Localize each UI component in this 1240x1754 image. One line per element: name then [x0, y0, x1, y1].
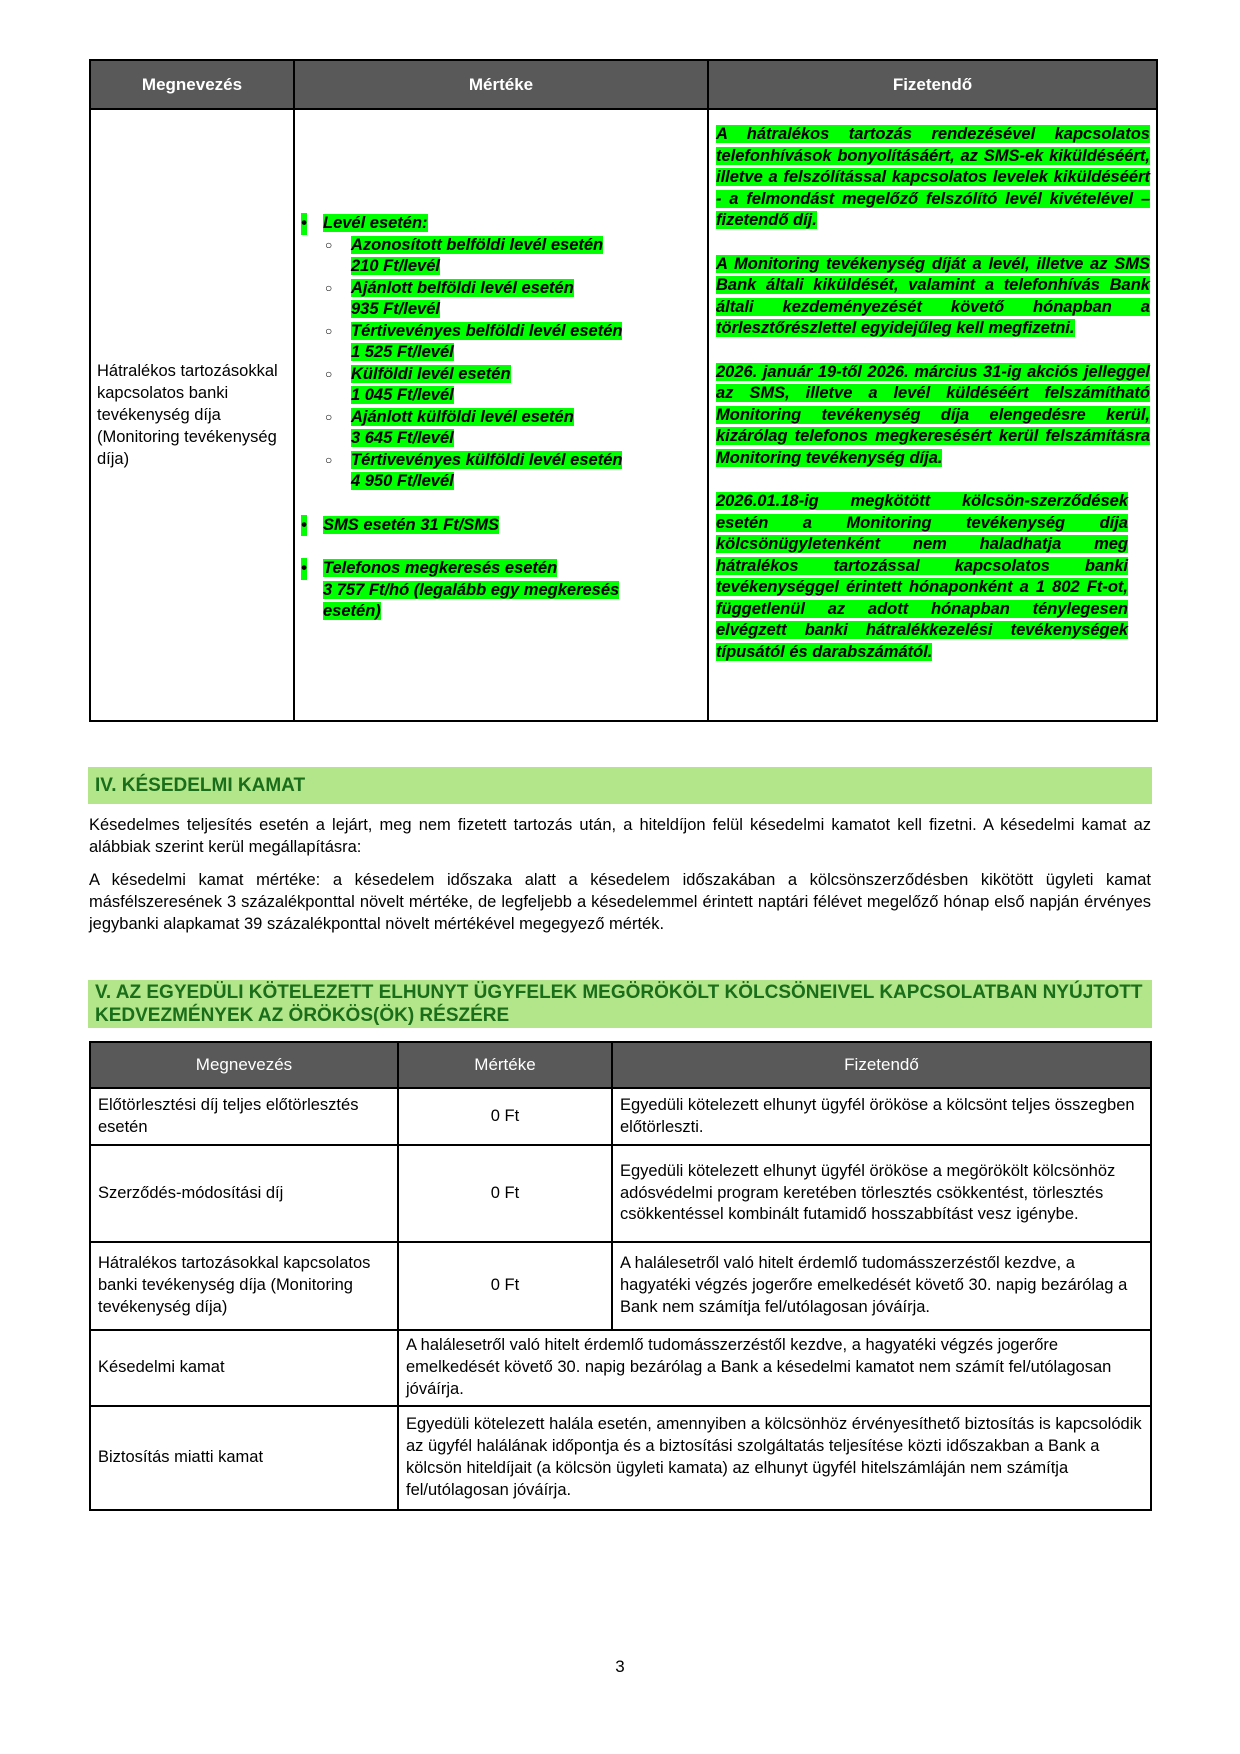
list-item: ○ Ajánlott belföldi levél esetén 935 Ft/levél — [325, 278, 574, 319]
payable-paragraph: 2026. január 19-től 2026. március 31-ig akciós jelleggel az SMS, illetve a levél küldéséért felszámítható Monitoring tevékenység díja elengedésre kerül, kizárólag telefonos megkeresésért kerül felszámításra Monitoring tevékenység díja. — [716, 362, 1150, 467]
table-row — [90, 109, 1157, 721]
table-row — [90, 1406, 1151, 1510]
table-header-row — [90, 60, 1157, 109]
sms-list — [295, 515, 707, 537]
row-payable: Egyedüli kötelezett elhunyt ügyfél örököse a kölcsönt teljes összegben előtörleszti. — [612, 1088, 1151, 1145]
section-v-heading: V. AZ EGYEDÜLI KÖTELEZETT ELHUNYT ÜGYFELEK MEGÖRÖKÖLT KÖLCSÖNEIVEL KAPCSOLATBAN NYÚJTOTT KEDVEZMÉNYEK AZ ÖRÖKÖS(ÖK) RÉSZÉRE — [88, 980, 1152, 1028]
circle-bullet-icon: ○ — [325, 409, 333, 424]
row-name: Késedelmi kamat — [90, 1330, 398, 1406]
table-row — [90, 1088, 1151, 1145]
payable-paragraph: 2026.01.18-ig megkötött kölcsön-szerződések esetén a Monitoring tevékenység díja kölcsönügyletenként nem haladhatja meg hátralékos tartozással kapcsolatos banki tevékenységgel érintett hónaponként a 1 802 Ft-ot, függetlenül az adott hónapban ténylegesen elvégzett banki hátralékkezelési tevékenységek típusától és darabszámától. — [716, 492, 1128, 661]
phone-price: 3 757 Ft/hó (legalább egy megkeresés esetén) — [323, 580, 620, 621]
header-merteke: Mértéke — [398, 1042, 612, 1088]
circle-bullet-icon: ○ — [325, 323, 333, 338]
table-row — [90, 1242, 1151, 1330]
phone-label: Telefonos megkeresés esetén — [323, 559, 558, 578]
row-measure: 0 Ft — [398, 1088, 612, 1145]
circle-bullet-icon: ○ — [325, 280, 333, 295]
row-payable — [708, 109, 1157, 721]
row-payable: A halálesetről való hitelt érdemlő tudomásszerzéstől kezdve, a hagyatéki végzés jogerőre emelkedését követő 30. napig bezárólag a Bank nem számítja fel/utólagosan jóváírja. — [612, 1242, 1151, 1330]
row-name: Hátralékos tartozásokkal kapcsolatos banki tevékenység díja (Monitoring tevékenység díja) — [90, 1242, 398, 1330]
row-name: Előtörlesztési díj teljes előtörlesztés esetén — [90, 1088, 398, 1145]
letter-label: Levél esetén: — [323, 214, 428, 233]
table-header-row — [90, 1042, 1151, 1088]
row-payable: A halálesetről való hitelt érdemlő tudomásszerzéstől kezdve, a hagyatéki végzés jogerőre emelkedését követő 30. napig bezárólag a Bank a késedelmi kamatot nem számít fel/utólagosan jóváírja. — [398, 1330, 1151, 1406]
row-payable: Egyedüli kötelezett elhunyt ügyfél örököse a megörökölt kölcsönhöz adósvédelmi program keretében törlesztés csökkentést, törlesztés csökkentéssel kombinált futamidő hosszabbítást vesz igénybe. — [612, 1145, 1151, 1242]
list-item — [295, 213, 707, 235]
heirs-benefits-table — [89, 1041, 1152, 1511]
letter-sublist — [295, 235, 707, 493]
table-row — [90, 1330, 1151, 1406]
measure-list — [295, 213, 707, 235]
payable-paragraph: A Monitoring tevékenység díját a levél, illetve az SMS Bank általi kiküldését, valamint a telefonhívás Bank általi kezdeményezését követő hónapban a törlesztőrészlettel egyidejűleg kell megfizetni. — [716, 254, 1150, 337]
header-fizetendo: Fizetendő — [612, 1042, 1151, 1088]
list-item — [295, 515, 707, 537]
list-item: ○ Tértivevényes belföldi levél esetén 1 525 Ft/levél — [325, 321, 623, 362]
header-megnevezes: Megnevezés — [90, 1042, 398, 1088]
list-item — [295, 558, 707, 623]
circle-bullet-icon: ○ — [325, 237, 333, 252]
monitoring-fee-table — [89, 59, 1158, 722]
header-merteke: Mértéke — [294, 60, 708, 109]
row-payable: Egyedüli kötelezett halála esetén, amennyiben a kölcsönhöz érvényesíthető biztosítás is kapcsolódik az ügyfél halálának időpontja és a biztosítási szolgáltatás teljesítése közti időszakban a Bank a kölcsön hiteldíjait (a kölcsön ügyleti kamata) az elhunyt ügyfél hitelszámláján nem számítja fel/utólagosan jóváírja. — [398, 1406, 1151, 1510]
row-name: Szerződés-módosítási díj — [90, 1145, 398, 1242]
circle-bullet-icon: ○ — [325, 452, 333, 467]
list-item: ○ Tértivevényes külföldi levél esetén 4 950 Ft/levél — [325, 450, 623, 491]
bullet-icon: • — [301, 515, 307, 537]
header-fizetendo: Fizetendő — [708, 60, 1157, 109]
row-name: Biztosítás miatti kamat — [90, 1406, 398, 1510]
sms-fee: SMS esetén 31 Ft/SMS — [323, 515, 500, 534]
phone-list — [295, 558, 707, 623]
header-megnevezes: Megnevezés — [90, 60, 294, 109]
table-row — [90, 1145, 1151, 1242]
list-item: ○ Külföldi levél esetén 1 045 Ft/levél — [325, 364, 511, 405]
page-number: 3 — [615, 1657, 625, 1676]
row-name: Hátralékos tartozásokkal kapcsolatos banki tevékenység díja (Monitoring tevékenység díja) — [90, 109, 294, 721]
section-iv-paragraph: A késedelmi kamat mértéke: a késedelem időszaka alatt a késedelem időszakában a kölcsönszerződésben kikötött ügyleti kamat másfélszeresének 3 százalékponttal növelt mértéke, de legfeljebb a késedelemmel érintett naptári félévet megelőző hónap első napján érvényes jegybanki alapkamat 39 százalékponttal növelt mértékével megegyező mérték. — [89, 871, 1151, 933]
payable-paragraph: A hátralékos tartozás rendezésével kapcsolatos telefonhívások bonyolításáért, az SMS-ek kiküldéséért, illetve a felszólítással kapcsolatos levelek kiküldéséért - a felmondást megelőző felszólító levél kivételével – fizetendő díj. — [716, 125, 1150, 229]
section-iv-heading: IV. KÉSEDELMI KAMAT — [88, 767, 1152, 804]
list-item: ○ Azonosított belföldi levél esetén 210 Ft/levél — [325, 235, 604, 276]
row-measure: 0 Ft — [398, 1145, 612, 1242]
section-iv-paragraph: Késedelmes teljesítés esetén a lejárt, meg nem fizetett tartozás után, a hiteldíjon felül késedelmi kamatot kell fizetni. A késedelmi kamat az alábbiak szerint kerül megállapításra: — [89, 816, 1151, 856]
row-measure — [294, 109, 708, 721]
bullet-icon: • — [301, 213, 307, 235]
list-item: ○ Ajánlott külföldi levél esetén 3 645 Ft/levél — [325, 407, 574, 448]
circle-bullet-icon: ○ — [325, 366, 333, 381]
bullet-icon: • — [301, 558, 307, 580]
row-measure: 0 Ft — [398, 1242, 612, 1330]
